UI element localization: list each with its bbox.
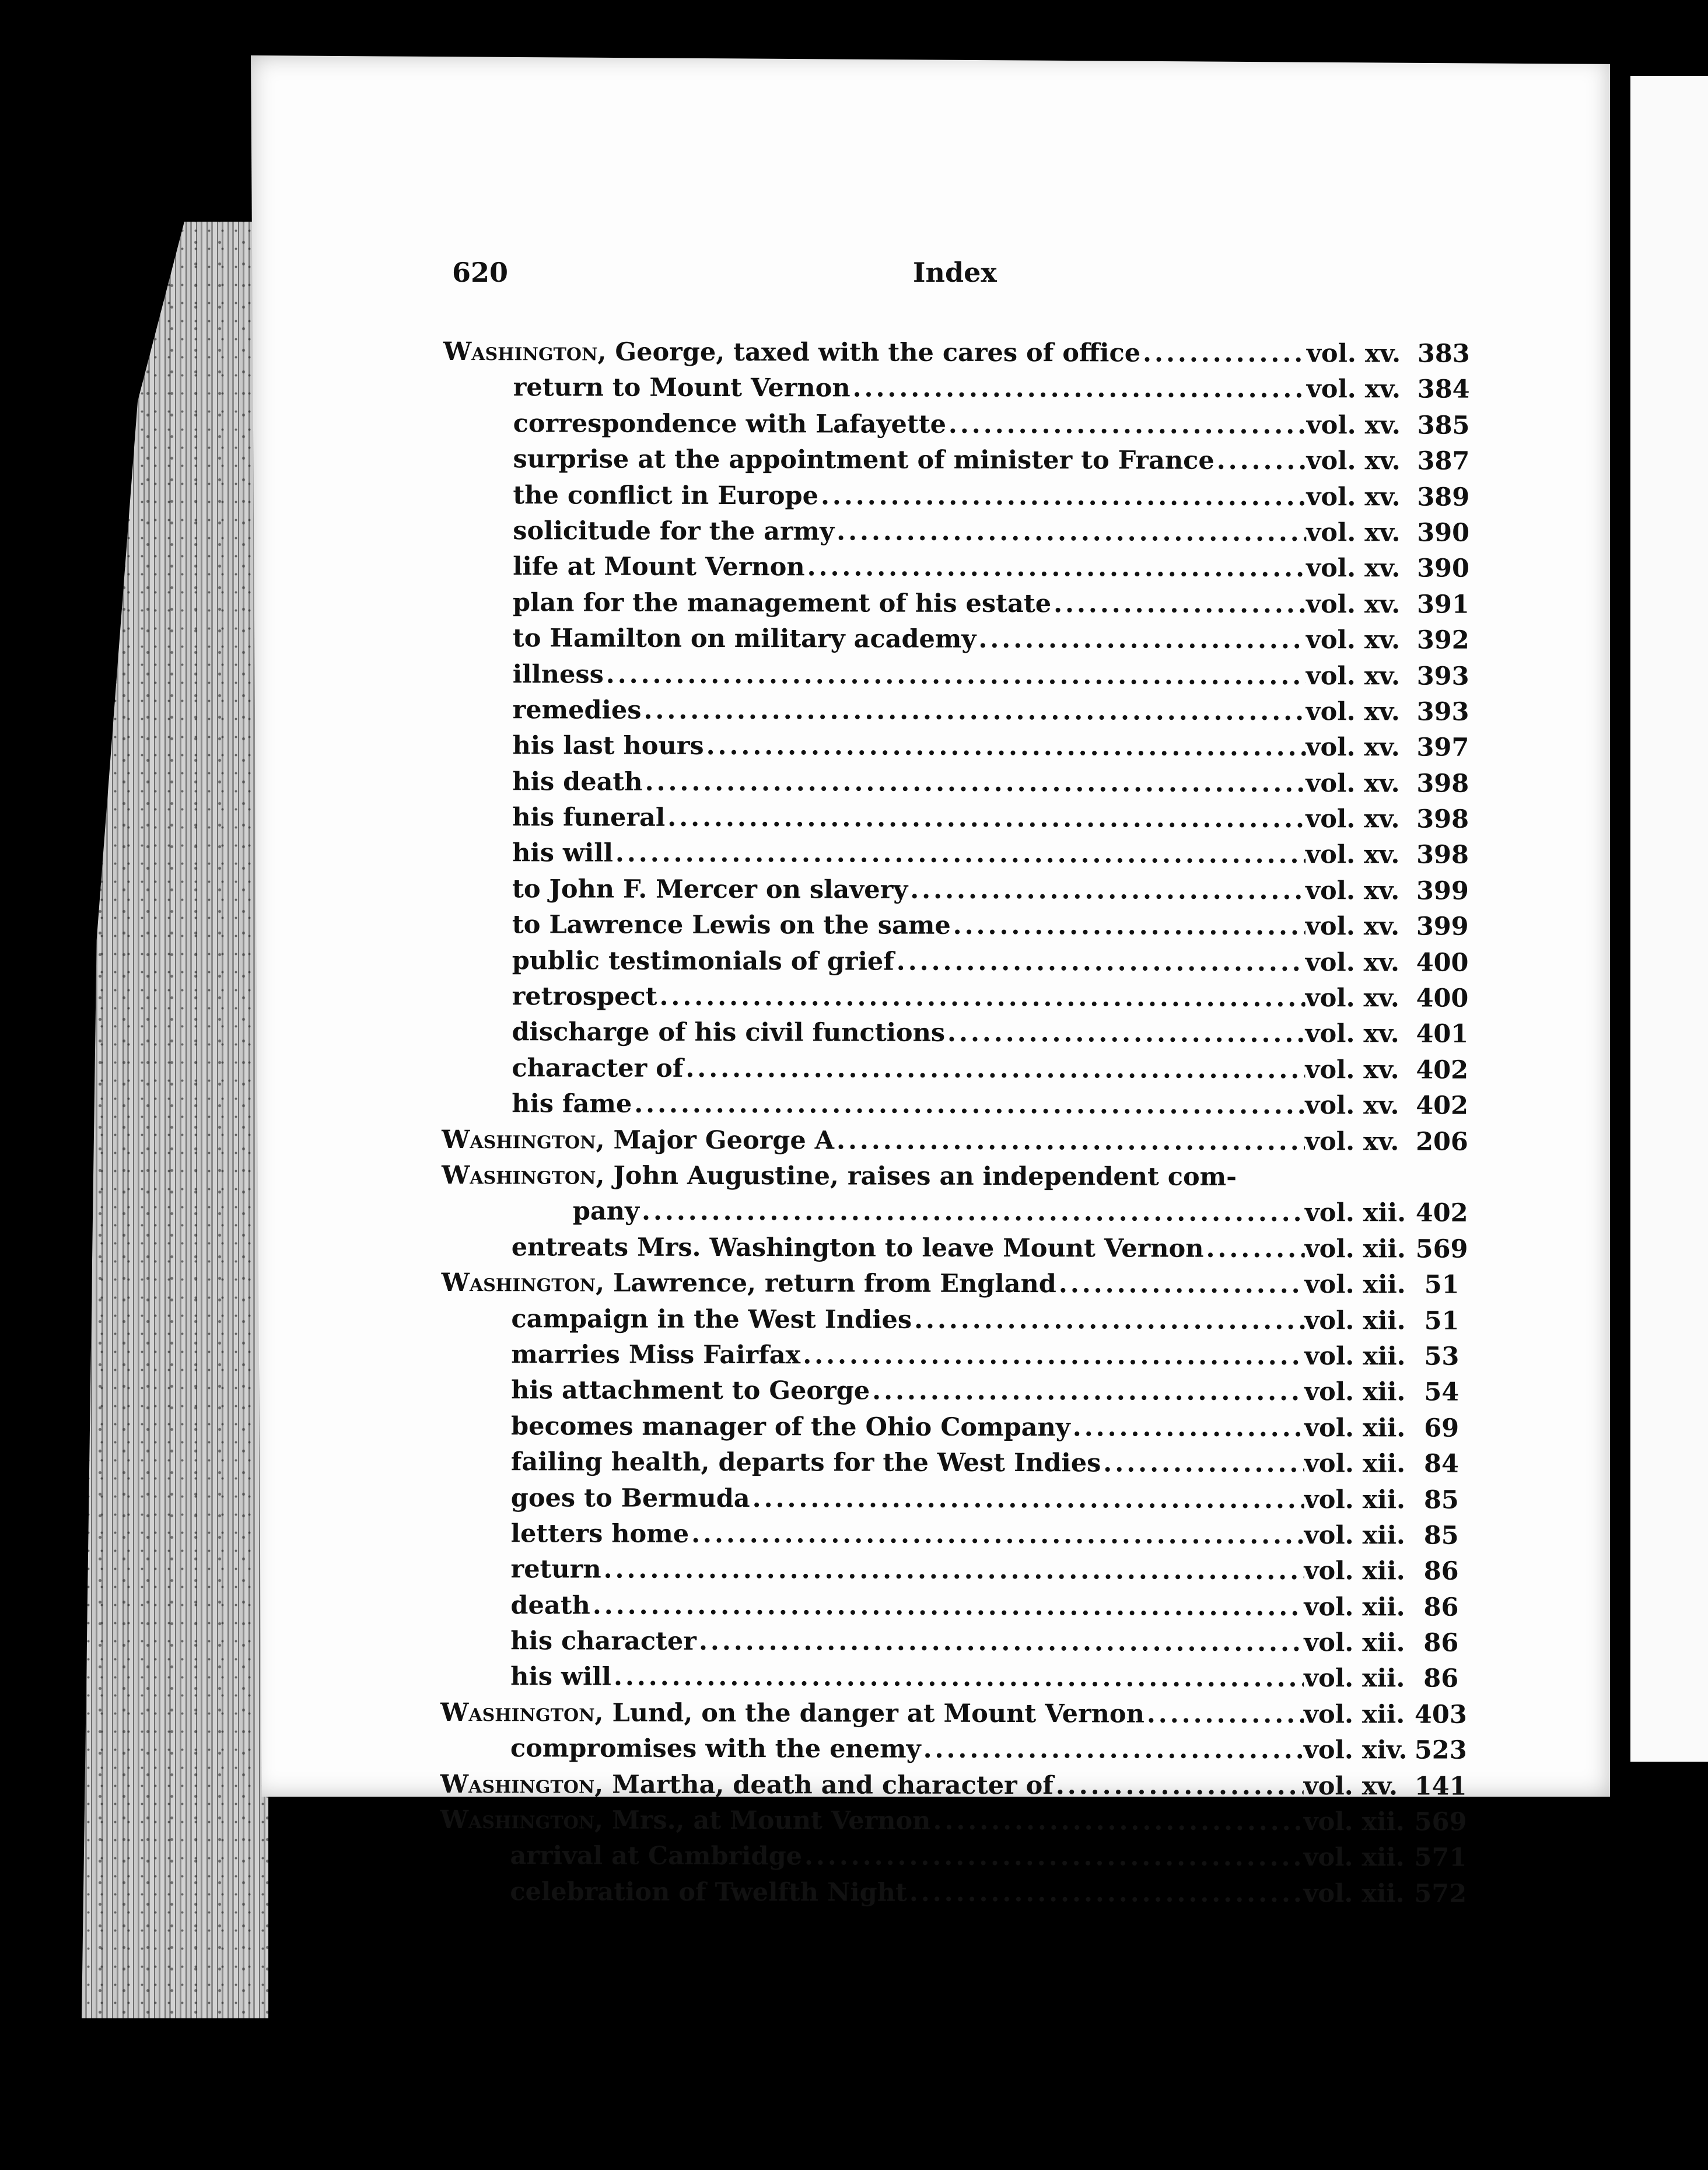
index-subentry: [443, 657, 1469, 695]
entry-volume: vol. xv.: [1306, 840, 1400, 870]
entry-page: 51: [1424, 1306, 1460, 1336]
entry-page: 402: [1416, 1091, 1469, 1121]
entry-page: 53: [1424, 1342, 1460, 1371]
entry-volume: vol. xv.: [1306, 733, 1400, 762]
entry-page: 391: [1416, 590, 1469, 620]
entry-volume: vol. xii.: [1304, 1556, 1405, 1586]
entry-page: 400: [1416, 948, 1469, 978]
entry-volume: vol. xv.: [1305, 984, 1399, 1013]
entry-heading: arrival at Cambridge: [510, 1841, 803, 1871]
index-subentry: [443, 406, 1470, 444]
entry-heading: [440, 1767, 1054, 1804]
entry-heading: his will: [510, 1662, 612, 1692]
entry-volume: vol. xv.: [1306, 697, 1400, 727]
entry-heading: becomes manager of the Ohio Company: [511, 1411, 1070, 1442]
page-number: 620: [452, 257, 509, 288]
dot-leader: [1214, 443, 1307, 480]
entry-page: 398: [1416, 804, 1469, 834]
dot-leader: [834, 514, 1306, 551]
dot-leader: [689, 1517, 1304, 1554]
entry-volume: vol. xv.: [1306, 374, 1401, 404]
entry-page: 393: [1416, 662, 1469, 691]
index-main-entry: [442, 1265, 1460, 1303]
entry-text: , Mrs., at Mount Vernon: [594, 1805, 931, 1836]
entry-heading: [442, 1158, 1237, 1195]
entry-surname: Washington: [443, 337, 598, 367]
entry-page: 569: [1415, 1234, 1468, 1264]
entry-page: 403: [1414, 1700, 1467, 1730]
entry-page: 523: [1414, 1735, 1467, 1765]
index-subentry: [442, 872, 1469, 909]
dot-leader: [1101, 1446, 1304, 1482]
index-subentry: [442, 1014, 1469, 1052]
index-subentry: [441, 1444, 1459, 1482]
entry-text: , Major George A: [596, 1125, 835, 1156]
dot-leader: [683, 1051, 1305, 1088]
entry-heading: [442, 1122, 834, 1159]
entry-heading: marries Miss Fairfax: [511, 1340, 801, 1370]
index-subentry: [443, 478, 1470, 516]
entry-volume: vol. xv.: [1305, 947, 1400, 978]
entry-volume: vol. xii.: [1303, 1699, 1405, 1730]
entry-heading: compromises with the enemy: [510, 1734, 921, 1764]
dot-leader: [1051, 586, 1306, 622]
page-edges-speckle: [82, 222, 268, 2018]
index-subentry: [443, 370, 1470, 408]
index-subentry: [441, 1373, 1459, 1410]
entry-page: 400: [1416, 984, 1469, 1013]
dot-leader: [590, 1588, 1304, 1625]
entry-volume: vol. xv.: [1305, 876, 1400, 906]
entry-volume: vol. xv.: [1306, 768, 1400, 799]
entry-page: 69: [1424, 1413, 1460, 1443]
dot-leader: [834, 1123, 1305, 1160]
entry-heading: to Lawrence Lewis on the same: [512, 910, 951, 941]
index-subentry: [442, 1051, 1469, 1088]
dot-leader: [632, 1087, 1305, 1124]
index-subentry: [443, 585, 1469, 623]
index-main-entry: [440, 1695, 1467, 1733]
dot-leader: [750, 1481, 1304, 1518]
entry-heading: letters home: [510, 1519, 690, 1549]
page-header: [452, 257, 1590, 298]
entry-page: 86: [1423, 1628, 1459, 1658]
dot-leader: [818, 478, 1307, 515]
entry-heading: retrospect: [512, 982, 657, 1012]
entry-volume: vol. xii.: [1304, 1664, 1405, 1693]
index-main-entry: [442, 1158, 1460, 1196]
dot-leader: [643, 764, 1306, 802]
dot-leader: [850, 371, 1307, 408]
dot-leader: [613, 836, 1306, 873]
index-subentry: [443, 513, 1470, 551]
entry-volume: vol. xv.: [1306, 554, 1401, 583]
entry-heading: pany: [572, 1196, 640, 1227]
entry-page: 85: [1423, 1485, 1459, 1515]
entry-page: 387: [1417, 446, 1470, 476]
index-subentry: [441, 1301, 1459, 1339]
entry-page: 390: [1417, 518, 1470, 548]
entry-volume: vol. xv.: [1303, 1771, 1398, 1801]
entry-volume: vol. xii.: [1303, 1878, 1405, 1909]
entry-volume: vol. xii.: [1304, 1520, 1405, 1550]
entry-text: , Martha, death and character of: [594, 1770, 1054, 1800]
entry-page: 141: [1414, 1772, 1467, 1801]
entry-surname: Washington: [440, 1698, 595, 1728]
entry-heading: life at Mount Vernon: [513, 552, 805, 582]
entry-page: 385: [1417, 411, 1470, 440]
index-subentry: [443, 621, 1469, 659]
entry-page: 85: [1423, 1521, 1459, 1550]
dot-leader: [800, 1338, 1304, 1374]
entry-heading: public testimonials of grief: [512, 946, 894, 977]
entry-page: 86: [1423, 1592, 1459, 1622]
index-subentry: [442, 800, 1469, 838]
dot-leader: [945, 1016, 1306, 1052]
dot-leader: [908, 873, 1306, 909]
dot-leader: [611, 1660, 1304, 1697]
entry-surname: Washington: [440, 1805, 595, 1835]
entry-heading: failing health, departs for the West Indies: [510, 1447, 1101, 1478]
dot-leader: [1056, 1266, 1305, 1303]
index-main-entry: [440, 1767, 1467, 1805]
index-subentry: [440, 1659, 1458, 1697]
entry-page: 402: [1415, 1198, 1468, 1228]
entry-volume: vol. xv.: [1305, 1126, 1399, 1157]
entry-volume: vol. xv.: [1306, 589, 1401, 620]
entry-volume: vol. xii.: [1304, 1485, 1406, 1514]
entry-volume: vol. xv.: [1306, 625, 1401, 655]
entry-heading: to John F. Mercer on slavery: [512, 874, 908, 905]
entry-volume: vol. xii.: [1304, 1628, 1405, 1658]
entry-volume: vol. xii.: [1304, 1234, 1406, 1264]
entry-volume: vol. xv.: [1306, 804, 1400, 834]
entry-text: , John Augustine, raises an independent com-: [596, 1161, 1237, 1192]
index-subentry: [440, 1838, 1467, 1876]
index-main-entry: [443, 334, 1470, 372]
index-subentry: [440, 1552, 1458, 1590]
entry-page: 384: [1417, 374, 1470, 405]
entry-heading: [440, 1695, 1144, 1732]
index-subentry: [440, 1623, 1458, 1661]
index-subentry: [442, 1230, 1468, 1268]
index-subentry: [442, 764, 1469, 802]
entry-volume: vol. xv.: [1306, 482, 1401, 512]
index-subentry: [440, 1874, 1467, 1912]
page-title: Index: [913, 257, 997, 288]
dot-leader: [951, 908, 1306, 945]
dot-leader: [641, 693, 1306, 730]
entry-page: 399: [1416, 912, 1469, 942]
entry-surname: Washington: [441, 1268, 596, 1298]
entry-heading: remedies: [512, 695, 642, 725]
entry-page: 393: [1416, 697, 1469, 727]
entry-volume: vol. xv.: [1305, 912, 1400, 942]
dot-leader: [907, 1875, 1304, 1912]
page-edges: [82, 222, 268, 2018]
facing-page-edge: [1630, 76, 1708, 1762]
entry-heading: to Hamilton on military academy: [512, 624, 977, 654]
index-subentry: [441, 1480, 1459, 1518]
entry-heading: his funeral: [512, 803, 666, 832]
entry-volume: vol. xv.: [1306, 446, 1401, 476]
entry-page: 402: [1416, 1055, 1469, 1085]
dot-leader: [696, 1624, 1304, 1661]
entry-surname: Washington: [441, 1160, 596, 1191]
index-main-entry: [442, 1122, 1468, 1160]
entry-heading: his fame: [512, 1089, 632, 1119]
entry-heading: his will: [512, 838, 614, 869]
entry-heading: [442, 1265, 1056, 1303]
entry-heading: the conflict in Europe: [513, 480, 819, 510]
entry-volume: vol. xii.: [1304, 1449, 1406, 1479]
entry-text: , George, taxed with the cares of office: [597, 337, 1141, 368]
entry-page: 572: [1414, 1879, 1467, 1909]
index-subentry: [441, 1516, 1459, 1554]
entry-text: , Lund, on the danger at Mount Vernon: [594, 1698, 1144, 1729]
entry-heading: correspondence with Lafayette: [513, 409, 947, 439]
entry-heading: his attachment to George: [511, 1376, 870, 1406]
entry-volume: vol. xii.: [1304, 1342, 1406, 1371]
entry-volume: vol. xv.: [1306, 410, 1401, 440]
entry-heading: his death: [512, 766, 643, 797]
entry-heading: campaign in the West Indies: [511, 1304, 912, 1335]
index-entries: [440, 334, 1470, 1912]
entry-volume: vol. xii.: [1303, 1807, 1405, 1837]
entry-page: 383: [1417, 339, 1470, 369]
dot-leader: [976, 622, 1306, 659]
entry-heading: goes to Bermuda: [510, 1483, 750, 1513]
index-subentry: [443, 692, 1469, 730]
entry-heading: [440, 1803, 931, 1839]
index-subentry: [442, 835, 1469, 873]
dot-leader: [657, 979, 1305, 1017]
entry-volume: vol. xii.: [1304, 1592, 1405, 1622]
entry-surname: Washington: [440, 1769, 595, 1800]
entry-heading: solicitude for the army: [513, 516, 835, 547]
dot-leader: [1054, 1768, 1304, 1804]
entry-page: 571: [1414, 1843, 1467, 1873]
dot-leader: [1203, 1231, 1304, 1267]
entry-page: 397: [1416, 733, 1469, 762]
entry-volume: vol. xii.: [1304, 1270, 1406, 1300]
index-subentry: [442, 979, 1469, 1017]
dot-leader: [946, 407, 1307, 444]
index-main-entry: [440, 1803, 1467, 1840]
entry-volume: vol. xii.: [1304, 1198, 1406, 1228]
entry-heading: [443, 334, 1140, 372]
entry-heading: return: [510, 1555, 601, 1584]
index-subentry: [442, 728, 1469, 766]
entry-page: 389: [1417, 482, 1470, 512]
dot-leader: [1144, 1696, 1304, 1732]
entry-page: 401: [1416, 1019, 1469, 1049]
entry-page: 84: [1424, 1449, 1459, 1479]
dot-leader: [870, 1374, 1304, 1410]
entry-page: 51: [1424, 1270, 1460, 1300]
entry-page: 390: [1417, 554, 1469, 584]
entry-page: 398: [1416, 840, 1469, 870]
dot-leader: [912, 1302, 1304, 1339]
index-subentry: [443, 442, 1470, 480]
entry-page: 398: [1416, 769, 1469, 799]
entry-heading: his last hours: [512, 731, 704, 761]
index-subentry: [442, 1086, 1469, 1124]
entry-volume: vol. xiv.: [1303, 1735, 1408, 1765]
dot-leader: [1140, 336, 1307, 372]
entry-page: 399: [1416, 876, 1469, 906]
entry-page: 569: [1414, 1807, 1467, 1837]
index-subentry: [441, 1409, 1459, 1447]
entry-page: 86: [1423, 1556, 1459, 1586]
entry-volume: vol. xii.: [1303, 1843, 1405, 1873]
entry-volume: vol. xv.: [1306, 339, 1401, 369]
entry-volume: vol. xv.: [1306, 661, 1401, 691]
dot-leader: [802, 1839, 1304, 1876]
dot-leader: [894, 944, 1306, 981]
entry-heading: return to Mount Vernon: [513, 373, 850, 403]
entry-volume: vol. xii.: [1304, 1413, 1406, 1443]
index-subentry: [442, 907, 1469, 945]
dot-leader: [639, 1194, 1305, 1231]
entry-heading: illness: [512, 659, 604, 690]
dot-leader: [921, 1732, 1304, 1769]
entry-heading: his character: [510, 1626, 697, 1656]
entry-page: 54: [1424, 1377, 1460, 1407]
entry-heading: character of: [512, 1054, 684, 1083]
dot-leader: [1070, 1410, 1304, 1446]
index-subentry: [440, 1588, 1458, 1626]
entry-page: 86: [1423, 1664, 1459, 1694]
dot-leader: [665, 800, 1306, 838]
dot-leader: [704, 729, 1306, 766]
index-subentry: [442, 943, 1469, 981]
entry-volume: vol. xv.: [1306, 518, 1401, 548]
entry-heading: plan for the management of his estate: [512, 587, 1052, 618]
entry-volume: vol. xv.: [1305, 1055, 1399, 1085]
index-subentry: [441, 1337, 1459, 1375]
entry-heading: entreats Mrs. Washington to leave Mount Vernon: [511, 1233, 1204, 1264]
entry-heading: death: [510, 1590, 590, 1620]
entry-volume: vol. xv.: [1305, 1091, 1399, 1121]
entry-text: , Lawrence, return from England: [596, 1268, 1056, 1299]
entry-heading: surprise at the appointment of minister to France: [513, 444, 1214, 475]
entry-page: 206: [1416, 1127, 1468, 1157]
entry-heading: celebration of Twelfth Night: [510, 1877, 907, 1908]
index-subentry: [440, 1731, 1467, 1769]
dot-leader: [805, 550, 1307, 587]
entry-surname: Washington: [442, 1125, 596, 1155]
entry-volume: vol. xii.: [1304, 1377, 1406, 1407]
index-subentry: [443, 549, 1469, 587]
entry-volume: vol. xii.: [1304, 1306, 1406, 1336]
index-subentry: [442, 1194, 1468, 1231]
dot-leader: [601, 1552, 1304, 1590]
entry-volume: vol. xv.: [1305, 1019, 1399, 1049]
dot-leader: [930, 1804, 1303, 1840]
entry-page: 392: [1416, 625, 1469, 655]
dot-leader: [604, 657, 1306, 694]
entry-heading: discharge of his civil functions: [512, 1017, 946, 1048]
